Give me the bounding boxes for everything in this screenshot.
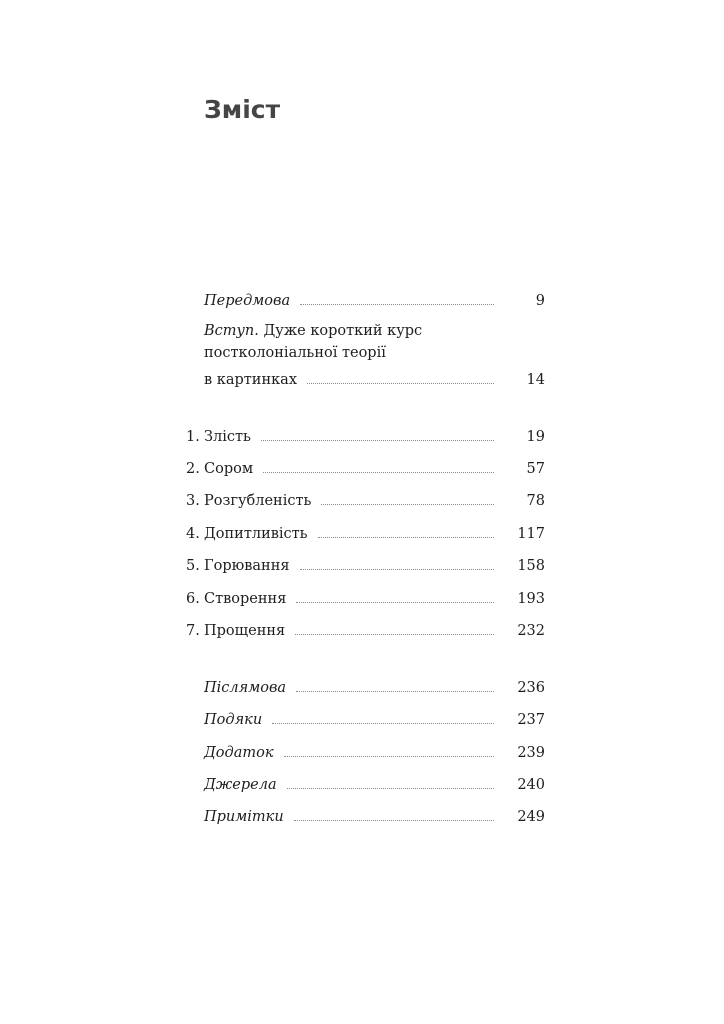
toc-chapter-number: 7. xyxy=(186,623,200,639)
toc-entry-page: 239 xyxy=(517,745,545,761)
toc-intro-line-3: в картинках xyxy=(204,372,297,388)
dot-leader xyxy=(307,383,494,384)
dot-leader xyxy=(294,820,494,821)
dot-leader xyxy=(296,602,494,603)
toc-entry-page: 14 xyxy=(526,372,545,388)
dot-leader xyxy=(321,504,494,505)
toc-chapter-number: 2. xyxy=(186,461,200,477)
toc-entry-label: Передмова xyxy=(204,293,291,309)
toc-intro-italic: Вступ. xyxy=(204,323,259,339)
toc-entry-label: Подяки xyxy=(204,712,263,728)
toc-entry-page: 236 xyxy=(517,680,545,696)
toc-chapter-1[interactable] xyxy=(0,425,724,449)
toc-entry-label: Злість xyxy=(204,429,251,445)
toc-entry-page: 57 xyxy=(526,461,545,477)
dot-leader xyxy=(318,537,494,538)
toc-entry-label: Допитливість xyxy=(204,526,308,542)
toc-entry-page: 117 xyxy=(517,526,545,542)
toc-entry-sources[interactable] xyxy=(0,773,724,797)
toc-chapter-number: 5. xyxy=(186,558,200,574)
toc-intro-line-2: постколоніальної теорії xyxy=(204,345,386,361)
toc-entry-page: 9 xyxy=(535,293,545,309)
toc-entry-intro-last-line[interactable] xyxy=(0,368,724,392)
toc-chapter-5[interactable] xyxy=(0,554,724,578)
toc-chapter-number: 1. xyxy=(186,429,200,445)
toc-chapter-number: 3. xyxy=(186,493,200,509)
toc-entry-page: 237 xyxy=(517,712,545,728)
toc-entry-notes[interactable] xyxy=(0,805,724,829)
dot-leader xyxy=(295,634,494,635)
toc-chapter-2[interactable] xyxy=(0,457,724,481)
dot-leader xyxy=(296,691,494,692)
dot-leader xyxy=(300,569,494,570)
dot-leader xyxy=(287,788,494,789)
toc-entry-intro[interactable] xyxy=(204,320,422,364)
dot-leader xyxy=(300,304,494,305)
toc-entry-page: 19 xyxy=(526,429,545,445)
toc-entry-acknowledgements[interactable] xyxy=(0,708,724,732)
toc-entry-label: Горювання xyxy=(204,558,290,574)
toc-chapter-6[interactable] xyxy=(0,587,724,611)
toc-entry-label: Джерела xyxy=(204,777,277,793)
toc-entry-label: Розгубленість xyxy=(204,493,312,509)
toc-chapter-4[interactable] xyxy=(0,522,724,546)
toc-entry-label: Післямова xyxy=(204,680,287,696)
dot-leader xyxy=(263,472,494,473)
page-title: Зміст xyxy=(204,95,281,124)
toc-entry-label: Прощення xyxy=(204,623,286,639)
toc-entry-label: Примітки xyxy=(204,809,284,825)
dot-leader xyxy=(272,723,494,724)
toc-entry-label: Створення xyxy=(204,591,287,607)
dot-leader xyxy=(261,440,494,441)
toc-chapter-7[interactable] xyxy=(0,619,724,643)
toc-intro-line-1-rest: Дуже короткий курс xyxy=(258,323,423,339)
toc-intro-line-1 xyxy=(204,320,422,342)
toc-entry-page: 193 xyxy=(517,591,545,607)
toc-entry-label: Додаток xyxy=(204,745,274,761)
toc-entry-page: 240 xyxy=(517,777,545,793)
toc-entry-page: 249 xyxy=(517,809,545,825)
toc-entry-foreword[interactable] xyxy=(0,289,724,313)
toc-entry-appendix[interactable] xyxy=(0,741,724,765)
dot-leader xyxy=(284,756,494,757)
toc-chapter-3[interactable] xyxy=(0,489,724,513)
toc-chapter-number: 6. xyxy=(186,591,200,607)
toc-entry-label: Сором xyxy=(204,461,254,477)
toc-chapter-number: 4. xyxy=(186,526,200,542)
toc-entry-page: 232 xyxy=(517,623,545,639)
toc-entry-page: 158 xyxy=(517,558,545,574)
toc-entry-page: 78 xyxy=(526,493,545,509)
toc-entry-afterword[interactable] xyxy=(0,676,724,700)
